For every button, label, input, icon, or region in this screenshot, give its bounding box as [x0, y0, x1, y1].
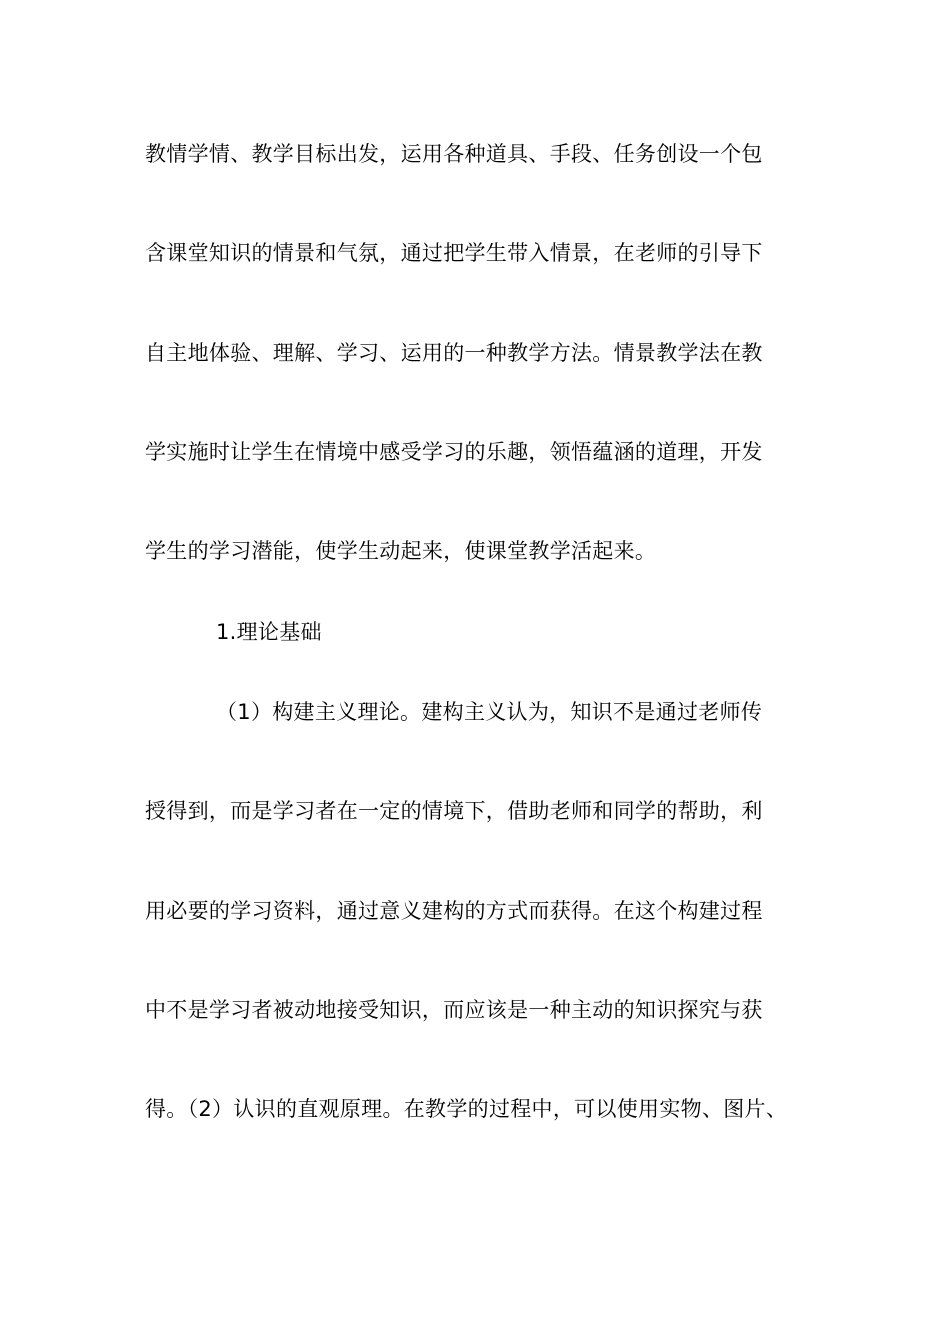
paragraph-line: 学实施时让学生在情境中感受学习的乐趣，领悟蕴涵的道理，开发	[145, 440, 763, 464]
paragraph-line: （1）构建主义理论。建构主义认为，知识不是通过老师传	[216, 700, 763, 724]
paragraph-line: 用必要的学习资料，通过意义建构的方式而获得。在这个构建过程	[145, 899, 763, 923]
paragraph-line: 教情学情、教学目标出发，运用各种道具、手段、任务创设一个包	[145, 142, 763, 166]
paragraph-line: 中不是学习者被动地接受知识，而应该是一种主动的知识探究与获	[145, 998, 763, 1022]
section-heading: 1.理论基础	[216, 620, 322, 644]
paragraph-line: 学生的学习潜能，使学生动起来，使课堂教学活起来。	[145, 539, 657, 563]
paragraph-line: 含课堂知识的情景和气氛，通过把学生带入情景，在老师的引导下	[145, 241, 763, 265]
paragraph-line: 得。（2）认识的直观原理。在教学的过程中，可以使用实物、图片、	[145, 1097, 788, 1121]
paragraph-line: 授得到，而是学习者在一定的情境下，借助老师和同学的帮助，利	[145, 799, 763, 823]
paragraph-line: 自主地体验、理解、学习、运用的一种教学方法。情景教学法在教	[145, 341, 763, 365]
